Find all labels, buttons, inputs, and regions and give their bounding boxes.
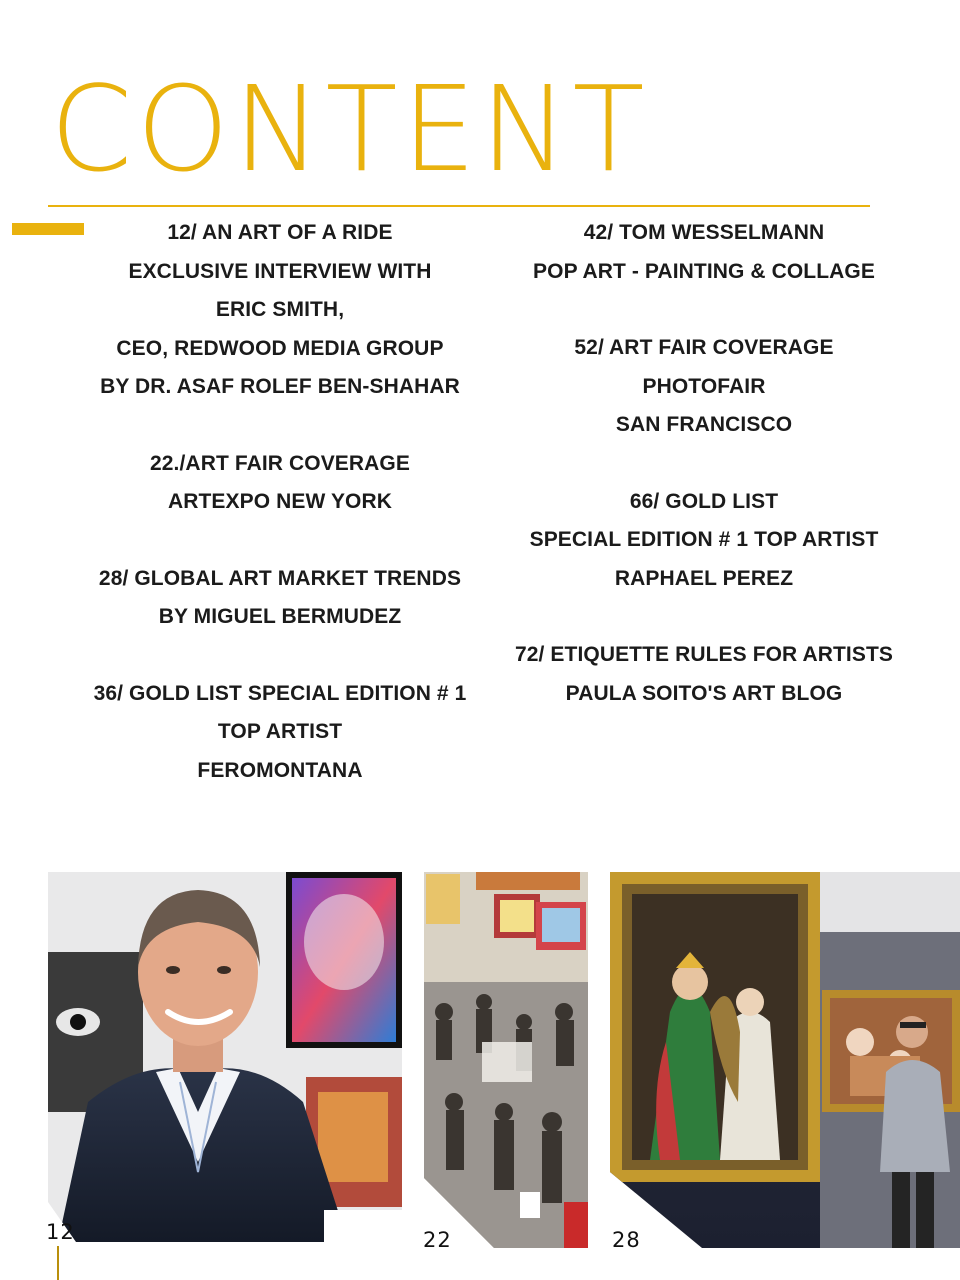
toc-entry[interactable] — [494, 636, 914, 713]
toc-line: 22./ART FAIR COVERAGE — [150, 451, 410, 475]
toc-left-column — [70, 214, 490, 828]
toc-line: 72/ ETIQUETTE RULES FOR ARTISTS — [514, 643, 894, 666]
toc-line: 52/ ART FAIR COVERAGE — [574, 336, 834, 359]
toc-line: TOP ARTIST — [217, 720, 343, 743]
toc-entry[interactable] — [494, 483, 914, 599]
toc-entry[interactable] — [494, 329, 914, 445]
toc-line: 42/ TOM WESSELMANN — [583, 221, 825, 244]
toc-line: PHOTOFAIR — [642, 374, 766, 398]
toc-line: CEO, REDWOOD MEDIA GROUP — [116, 336, 444, 360]
toc-line: SPECIAL EDITION # 1 TOP ARTIST — [529, 528, 879, 551]
toc-line: ARTEXPO NEW YORK — [167, 490, 393, 513]
toc-line: BY DR. ASAF ROLEF BEN-SHAHAR — [100, 375, 460, 398]
toc-line: 28/ GLOBAL ART MARKET TRENDS — [98, 566, 462, 590]
page-marker-line — [57, 1246, 59, 1280]
toc-right-column — [494, 214, 914, 751]
toc-entry[interactable] — [494, 214, 914, 291]
toc-entry[interactable] — [70, 445, 490, 522]
toc-line: RAPHAEL PEREZ — [614, 566, 794, 590]
thumbnail-page-28[interactable] — [610, 872, 960, 1248]
thumbnail-page-12[interactable] — [48, 872, 402, 1242]
portrait-photo-icon — [48, 872, 402, 1242]
page-number-12: 12 — [46, 1220, 75, 1244]
gallery-painting-photo-icon — [610, 872, 960, 1248]
page-title: CONTENT — [50, 60, 649, 198]
toc-line: FEROMONTANA — [197, 758, 363, 782]
toc-line: BY MIGUEL BERMUDEZ — [158, 605, 402, 628]
title-underline — [48, 205, 870, 207]
page-number-28: 28 — [612, 1228, 641, 1252]
art-fair-crowd-photo-icon — [424, 872, 588, 1248]
thumbnail-page-22[interactable] — [424, 872, 588, 1248]
page-number-22: 22 — [423, 1228, 452, 1252]
toc-entry[interactable] — [70, 560, 490, 637]
toc-line: 66/ GOLD LIST — [629, 489, 779, 513]
toc-line: 36/ GOLD LIST SPECIAL EDITION # 1 — [93, 681, 467, 705]
toc-line: 12/ AN ART OF A RIDE — [167, 221, 393, 244]
toc-line: ERIC SMITH, — [215, 298, 345, 321]
toc-entry[interactable] — [70, 214, 490, 407]
toc-line: SAN FRANCISCO — [615, 413, 793, 436]
toc-entry[interactable] — [70, 675, 490, 791]
toc-line: POP ART - PAINTING & COLLAGE — [533, 259, 875, 283]
toc-line: PAULA SOITO'S ART BLOG — [565, 681, 843, 705]
toc-line: EXCLUSIVE INTERVIEW WITH — [128, 259, 432, 283]
